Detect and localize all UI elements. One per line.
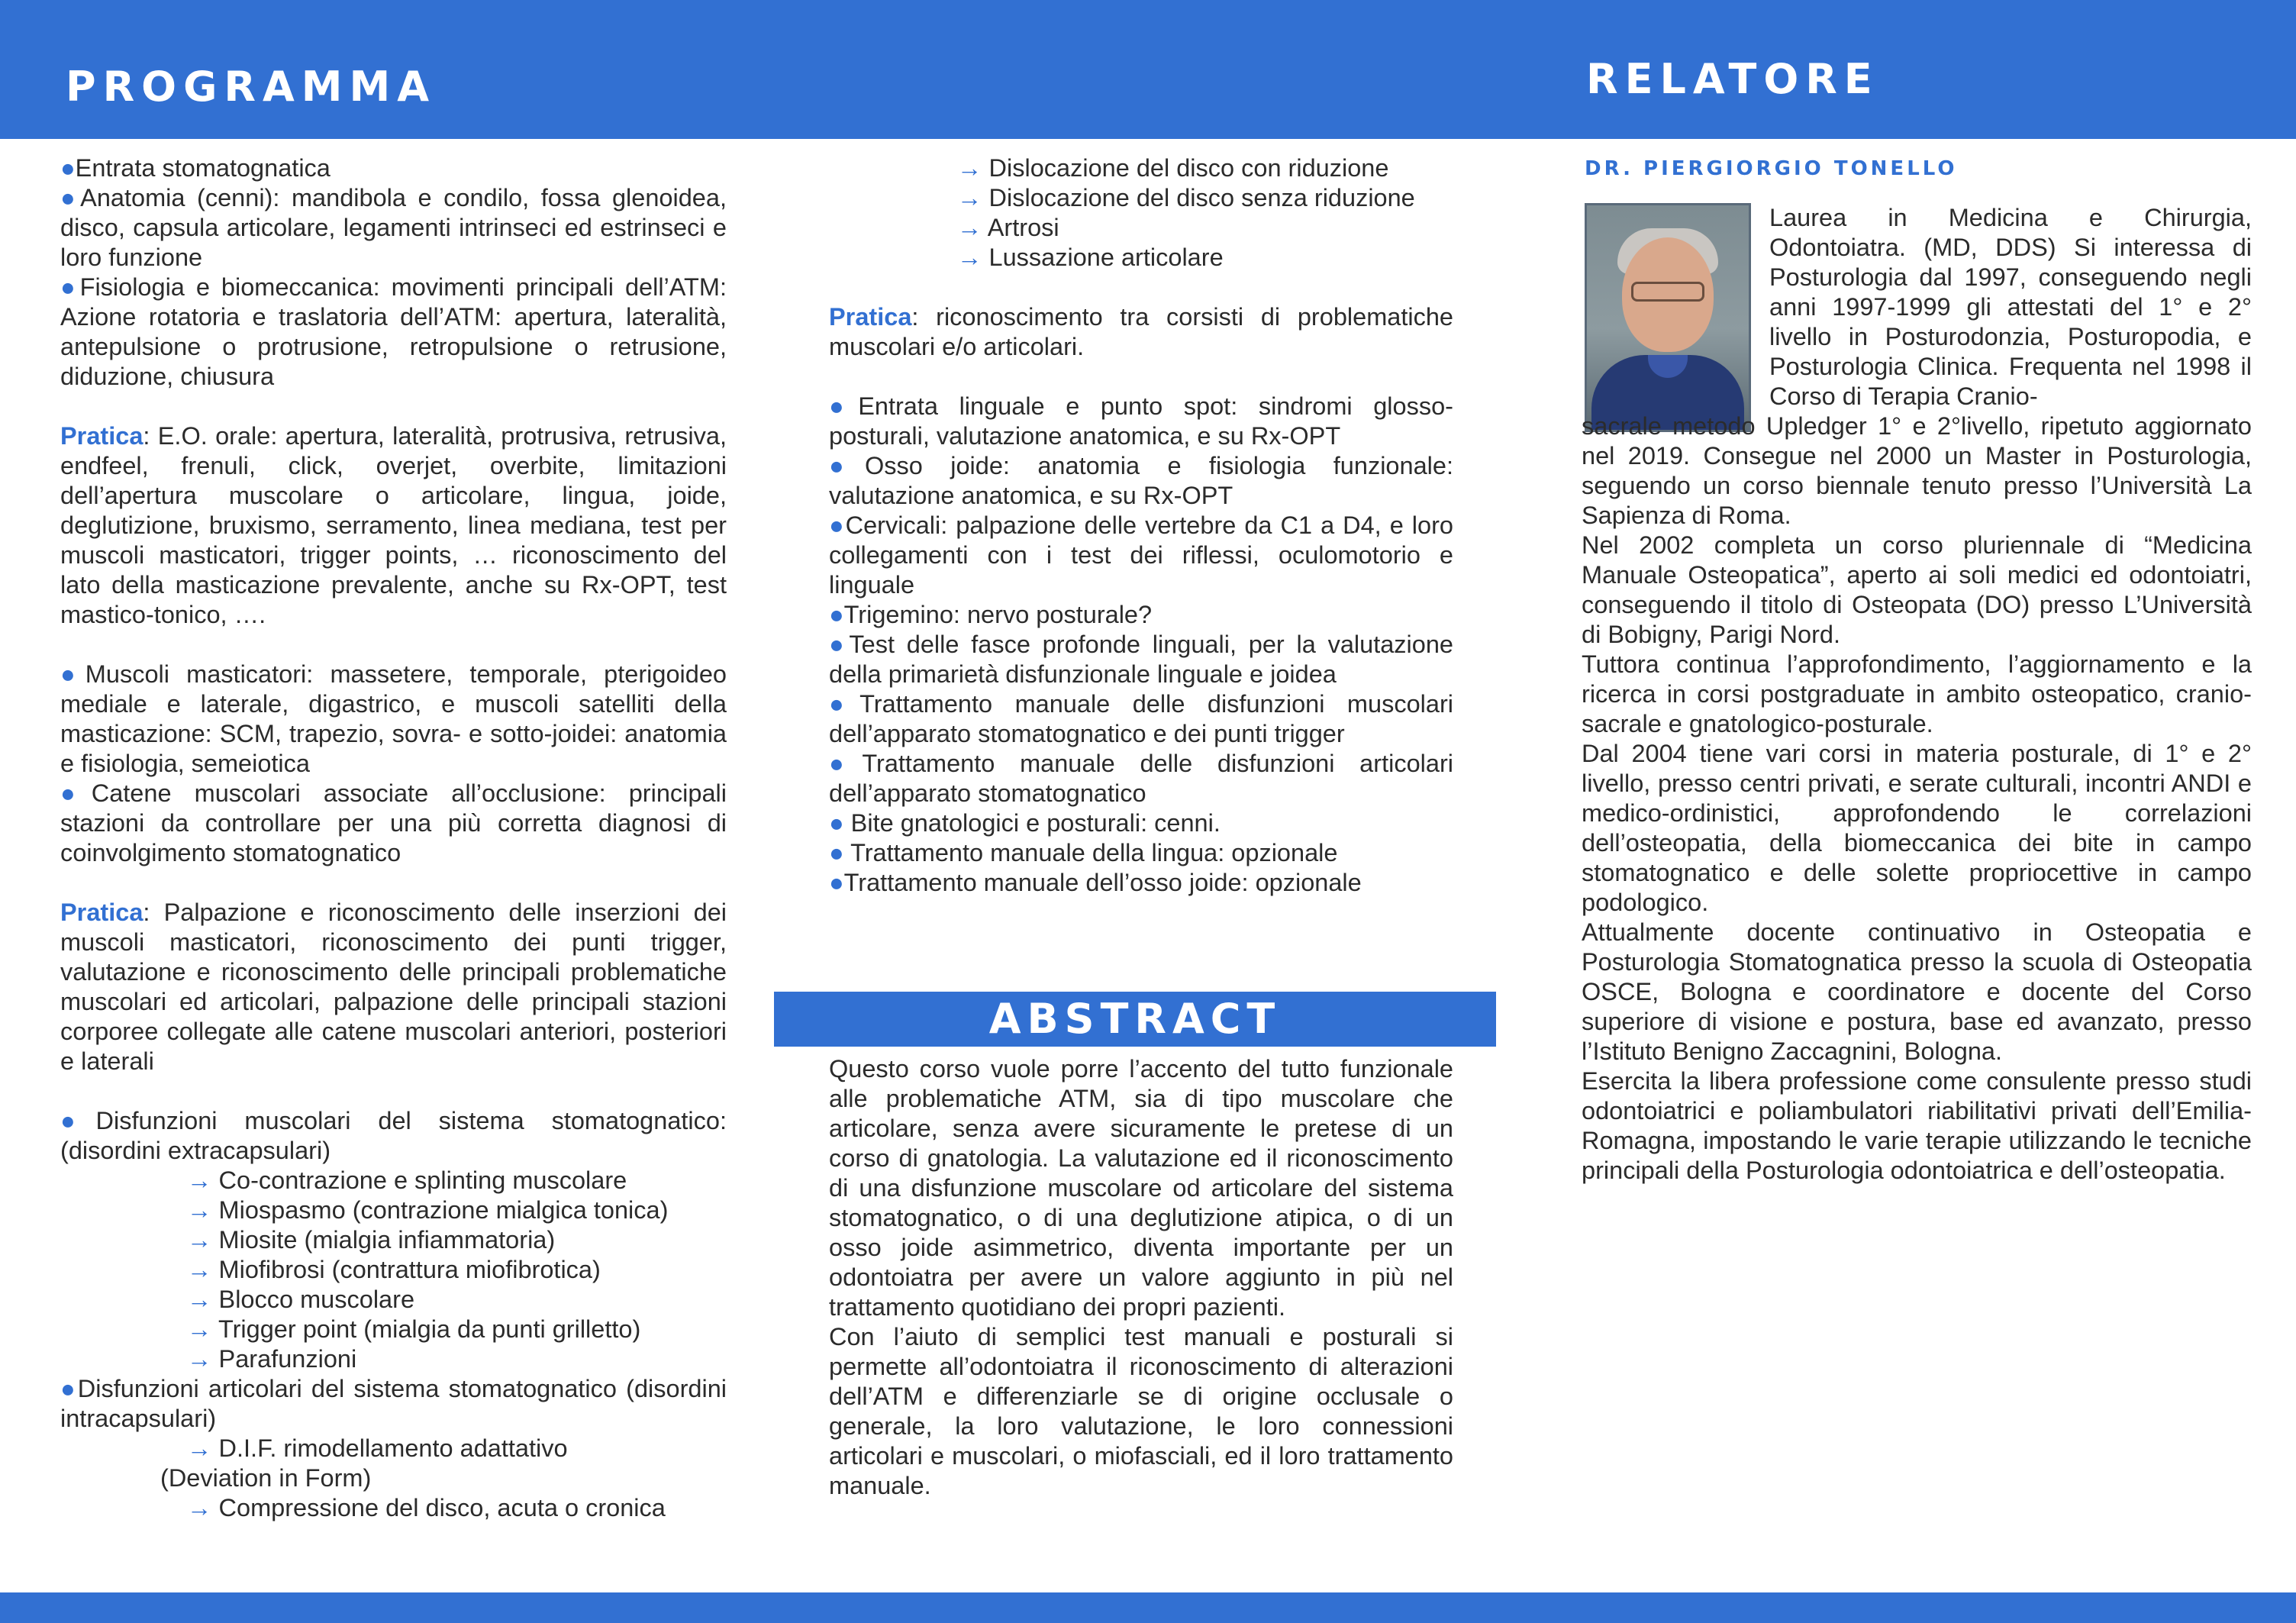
abstract-paragraph: Questo corso vuole porre l’accento del tutto funzionale alle problematiche ATM, sia di tipo muscolare che articolare, senza avere sicuramente le pretese di un corso di gnatologia. La valutazione ed il riconoscimento di una disfunzione muscolare od articolare del sistema stomatognatico, o di una deglutizione atipica, o di un osso joide asimmetrico, diventa importante per un odontoiatra per avere un valore aggiunto in più nel trattamento quotidiano dei propri pazienti. — [829, 1055, 1453, 1321]
bullet-icon: ● — [60, 660, 85, 688]
bio-paragraph: Tuttora continua l’approfondimento, l’aggiornamento e la ricerca in corsi postgraduate in ambito osteopatico, cranio-sacrale e gnatologico-posturale. — [1582, 650, 2252, 737]
abstract-heading: ABSTRACT — [774, 992, 1496, 1047]
program-item: ●Osso joide: anatomia e fisiologia funzionale: valutazione anatomica, e su Rx-OPT — [829, 452, 1453, 509]
program-item: ●Anatomia (cenni): mandibola e condilo, fossa glenoidea, disco, capsula articolare, legamenti intrinseci ed estrinseci e loro funzione — [60, 184, 727, 271]
program-item: ●Catene muscolari associate all’occlusione: principali stazioni da controllare per una più corretta diagnosi di coinvolgimento stomatognatico — [60, 779, 727, 866]
arrow-icon: → — [187, 1494, 219, 1521]
sub-item: → D.I.F. rimodellamento adattativo — [187, 1434, 568, 1462]
sub-item: → Artrosi — [957, 214, 1059, 241]
arrow-icon: → — [187, 1345, 219, 1373]
sub-item: → Co-contrazione e splinting muscolare — [187, 1166, 627, 1194]
sub-item: → Dislocazione del disco senza riduzione — [957, 184, 1415, 211]
sub-item-note: (Deviation in Form) — [160, 1464, 372, 1492]
arrow-icon: → — [187, 1166, 219, 1194]
program-item: ● Bite gnatologici e posturali: cenni. — [829, 809, 1221, 837]
program-item: ●Trattamento manuale delle disfunzioni articolari dell’apparato stomatognatico — [829, 750, 1453, 807]
bullet-icon: ● — [60, 184, 81, 211]
bullet-icon: ● — [60, 154, 76, 182]
arrow-icon: → — [957, 244, 989, 271]
abstract-text — [829, 1054, 1453, 1501]
bio-paragraph: Dal 2004 tiene vari corsi in materia posturale, di 1° e 2° livello, presso centri privati, e serate culturali, incontri ANDI e medico-ordinistici, approfondendo le correlazioni dell’osteopatia, della biomeccanica dei bite in campo stomatognatico e delle solette propriocettive in campo podologico. — [1582, 740, 2252, 916]
arrow-icon: → — [187, 1286, 219, 1313]
arrow-icon: → — [957, 184, 989, 211]
arrow-icon: → — [957, 154, 989, 182]
bullet-icon: ● — [829, 869, 844, 896]
pratica-paragraph: Pratica: riconoscimento tra corsisti di problematiche muscolari e/o articolari. — [829, 303, 1453, 360]
program-item: ●Muscoli masticatori: massetere, temporale, pterigoideo mediale e laterale, digastrico, e muscoli satelliti della masticazione: SCM, trapezio, sovra- e sotto-joidei: anatomia e fisiologia, semeiotica — [60, 660, 727, 777]
bullet-icon: ● — [829, 511, 846, 539]
program-item: ● Trattamento manuale della lingua: opzionale — [829, 839, 1338, 866]
bullet-icon: ● — [829, 392, 859, 420]
program-item: ●Test delle fasce profonde linguali, per la valutazione della primarietà disfunzionale linguale e joidea — [829, 631, 1453, 688]
arrow-icon: → — [187, 1434, 219, 1462]
bullet-icon: ● — [829, 690, 860, 718]
bullet-icon: ● — [829, 601, 844, 628]
pratica-paragraph: Pratica: Palpazione e riconoscimento delle inserzioni dei muscoli masticatori, riconoscimento dei punti trigger, valutazione e riconoscimento delle principali problematiche muscolari ed articolari, palpazione delle principali stazioni corporee collegate alle catene muscolari anteriori, posteriori e laterali — [60, 899, 727, 1075]
sub-item: → Dislocazione del disco con riduzione — [957, 154, 1389, 182]
program-item: ●Trigemino: nervo posturale? — [829, 601, 1153, 628]
bio-intro: Laurea in Medicina e Chirurgia, Odontoiatra. (MD, DDS) Si interessa di Posturologia dal 1997, conseguendo negli anni 1997-1999 gli attestati del 1° e 2° livello in Posturodonzia, Posturopodia, e Posturologia Clinica. Frequenta nel 1998 il Corso di Terapia Cranio- — [1769, 204, 2252, 410]
bullet-icon: ● — [60, 1107, 96, 1134]
program-item: ●Entrata stomatognatica — [60, 154, 331, 182]
sub-item: → Compressione del disco, acuta o cronica — [187, 1494, 666, 1521]
program-item: ●Disfunzioni muscolari del sistema stomatognatico: (disordini extracapsulari) — [60, 1107, 727, 1164]
sub-item: → Miospasmo (contrazione mialgica tonica) — [187, 1196, 669, 1224]
bullet-icon: ● — [829, 631, 850, 658]
bullet-icon: ● — [829, 750, 863, 777]
speaker-name: DR. PIERGIORGIO TONELLO — [1585, 157, 1958, 180]
pratica-paragraph: Pratica: E.O. orale: apertura, lateralità, protrusiva, retrusiva, endfeel, frenuli, click, overjet, overbite, limitazioni dell’apertura muscolare o articolare, lingua, joide, deglutizione, bruxismo, serramento, linea mediana, test per muscoli masticatori, trigger points, … riconoscimento del lato della masticazione prevalente, anche su Rx-OPT, test mastico-tonico, …. — [60, 422, 727, 628]
bullet-icon: ● — [60, 779, 92, 807]
abstract-paragraph: Con l’aiuto di semplici test manuali e posturali si permette all’odontoiatra il riconoscimento di alterazioni dell’ATM e differenziarle se di origine occlusale o generale, la loro valutazione, le loro connessioni articolari e muscolari, o miofasciali, ed il loro trattamento manuale. — [829, 1323, 1453, 1499]
pratica-label: Pratica — [60, 899, 144, 926]
programma-column-middle — [829, 153, 1453, 898]
bio-paragraph: sacrale metodo Upledger 1° e 2°livello, ripetuto aggiornato nel 2019. Consegue nel 2000 un Master in Posturologia, seguendo un corso biennale tenuto presso l’Università La Sapienza di Roma. — [1582, 412, 2252, 529]
programma-column-left — [60, 153, 727, 1523]
relatore-heading: RELATORE — [1586, 55, 1879, 103]
sub-item: → Trigger point (mialgia da punti grilletto) — [187, 1315, 641, 1343]
bullet-icon: ● — [60, 273, 80, 301]
pratica-label: Pratica — [829, 303, 912, 331]
relatore-bio — [1582, 203, 2252, 1186]
programma-heading: PROGRAMMA — [66, 63, 437, 111]
arrow-icon: → — [957, 214, 988, 241]
bullet-icon: ● — [829, 452, 865, 479]
bio-paragraph: Nel 2002 completa un corso pluriennale di “Medicina Manuale Osteopatica”, aperto ai soli medici ed odontoiatri, conseguendo il titolo di Osteopata (DO) presso L’Università di Bobigny, Parigi Nord. — [1582, 531, 2252, 648]
program-item: ●Trattamento manuale delle disfunzioni muscolari dell’apparato stomatognatico e dei punti trigger — [829, 690, 1453, 747]
bullet-icon: ● — [60, 1375, 78, 1402]
program-item: ●Cervicali: palpazione delle vertebre da C1 a D4, e loro collegamenti con i test dei riflessi, oculomotorio e linguale — [829, 511, 1453, 599]
program-item: ●Disfunzioni articolari del sistema stomatognatico (disordini intracapsulari) — [60, 1375, 727, 1432]
sub-item: → Lussazione articolare — [957, 244, 1224, 271]
arrow-icon: → — [187, 1196, 219, 1224]
footer-band — [0, 1592, 2296, 1623]
sub-item: → Parafunzioni — [187, 1345, 357, 1373]
sub-item: → Blocco muscolare — [187, 1286, 415, 1313]
arrow-icon: → — [187, 1315, 218, 1343]
arrow-icon: → — [187, 1256, 219, 1283]
pratica-label: Pratica — [60, 422, 144, 450]
bullet-icon: ● — [829, 809, 844, 837]
bio-paragraph: Esercita la libera professione come consulente presso studi odontoiatrici e poliambulatori riabilitativi privati dell’Emilia-Romagna, impostando le varie terapie utilizzando le tecniche principali della Posturologia odontoiatrica e dell’osteopatia. — [1582, 1067, 2252, 1184]
arrow-icon: → — [187, 1226, 219, 1254]
bullet-icon: ● — [829, 839, 844, 866]
program-item: ●Fisiologia e biomeccanica: movimenti principali dell’ATM: Azione rotatoria e traslatoria dell’ATM: apertura, lateralità, antepulsione o protrusione, retropulsione o retrusione, diduzione, chiusura — [60, 273, 727, 390]
program-item: ●Entrata linguale e punto spot: sindromi glosso-posturali, valutazione anatomica, e su Rx-OPT — [829, 392, 1453, 450]
sub-item: → Miofibrosi (contrattura miofibrotica) — [187, 1256, 601, 1283]
program-item: ●Trattamento manuale dell’osso joide: opzionale — [829, 869, 1362, 896]
sub-item: → Miosite (mialgia infiammatoria) — [187, 1226, 556, 1254]
bio-paragraph: Attualmente docente continuativo in Osteopatia e Posturologia Stomatognatica presso la scuola di Osteopatia OSCE, Bologna e coordinatore e docente del Corso superiore di visione e postura, base ed avanzato, presso l’Istituto Benigno Zaccagnini, Bologna. — [1582, 918, 2252, 1065]
